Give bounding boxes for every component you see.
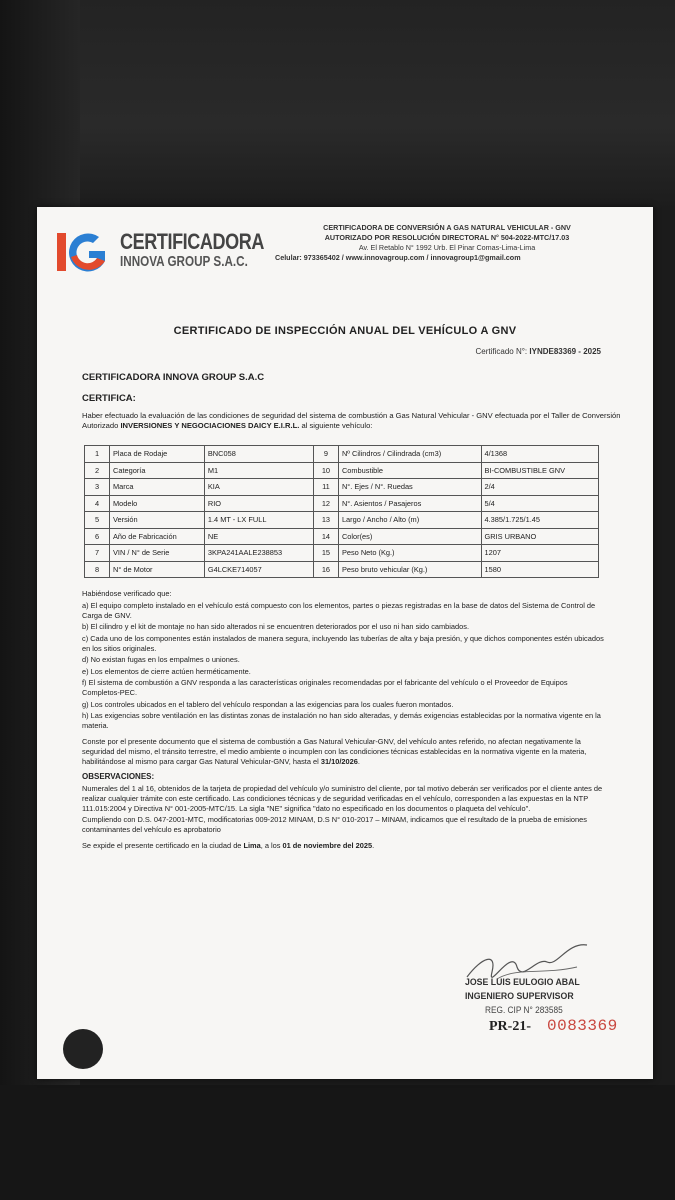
- row-number-left: 8: [85, 561, 110, 578]
- verification-item: g) Los controles ubicados en el tablero del vehículo respondan a las exigencias para los cuales fueron montados.: [82, 699, 454, 709]
- row-number-right: 13: [313, 512, 338, 529]
- logo-text-sub: INNOVA GROUP S.A.C.: [120, 253, 248, 270]
- field-value-left: 3KPA241AALE238853: [204, 545, 313, 562]
- field-label-right: Peso Neto (Kg.): [338, 545, 481, 562]
- table-row: [85, 528, 599, 545]
- field-label-left: Año de Fabricación: [110, 528, 205, 545]
- certificate-number-value: IYNDE83369 - 2025: [529, 347, 601, 356]
- row-number-left: 6: [85, 528, 110, 545]
- row-number-right: 11: [313, 479, 338, 496]
- header-line1: CERTIFICADORA DE CONVERSIÓN A GAS NATURAL VEHICULAR - GNV: [323, 223, 571, 232]
- verification-item: f) El sistema de combustión a GNV responda a las características originales recomendadas por el fabricante del vehículo o el Proveedor de Equipos Completos-PEC.: [82, 678, 568, 697]
- row-number-left: 5: [85, 512, 110, 529]
- punch-hole: [63, 1029, 103, 1069]
- verification-item: h) Las exigencias sobre ventilación en las distintas zonas de instalación no han sido alteradas, y demás exigencias establecidas por la normativa vigente en la materia.: [82, 711, 601, 730]
- header-address: Av. El Retablo N° 1992 Urb. El Pinar Comas-Lima-Lima: [358, 243, 536, 252]
- issued-text: Se expide el presente certificado en la ciudad de: [82, 841, 242, 850]
- field-label-left: N° de Motor: [110, 561, 205, 578]
- row-number-left: 2: [85, 462, 110, 479]
- field-value-right: 5/4: [481, 495, 598, 512]
- signatory-name: JOSE LUIS EULOGIO ABAL: [465, 977, 580, 988]
- issued-date: 01 de noviembre del 2025: [282, 841, 373, 850]
- logo-text-main: CERTIFICADORA: [120, 229, 264, 254]
- row-number-right: 15: [313, 545, 338, 562]
- table-row: [85, 446, 599, 463]
- verification-item: a) El equipo completo instalado en el vehículo está compuesto con los elementos, partes o piezas registradas en la base de datos del Sistema de Control de Carga de GNV.: [82, 600, 596, 620]
- row-number-left: 7: [85, 545, 110, 562]
- serial-prefix: PR-21-: [489, 1019, 531, 1034]
- field-value-left: KIA: [204, 479, 313, 496]
- vehicle-spec-table: [84, 445, 599, 578]
- verification-item: d) No existan fugas en los empalmes o uniones.: [82, 655, 240, 664]
- table-row: [85, 512, 599, 529]
- intro-paragraph: [82, 411, 622, 431]
- workshop-name: INVERSIONES Y NEGOCIACIONES DAICY E.I.R.L.: [120, 421, 300, 430]
- row-number-left: 4: [85, 495, 110, 512]
- header-contact: Celular: 973365402 / www.innovagroup.com / innovagroup1@gmail.com: [275, 253, 521, 262]
- field-label-right: Peso bruto vehicular (Kg.): [338, 561, 481, 578]
- field-value-left: RIO: [204, 495, 313, 512]
- row-number-left: 3: [85, 479, 110, 496]
- certificate-paper: [37, 207, 653, 1079]
- valid-until-date: 31/10/2026: [320, 757, 358, 766]
- field-value-right: 4.385/1.725/1.45: [481, 512, 598, 529]
- field-value-left: G4LCKE714057: [204, 561, 313, 578]
- field-label-left: Categoría: [110, 462, 205, 479]
- verification-item: e) Los elementos de cierre actúen herméticamente.: [82, 666, 251, 676]
- header-info: [267, 223, 627, 263]
- field-value-right: 1207: [481, 545, 598, 562]
- background-top: [0, 0, 675, 210]
- field-value-right: 2/4: [481, 479, 598, 496]
- verification-items: [82, 601, 607, 732]
- field-label-left: Modelo: [110, 495, 205, 512]
- background-bottom: [0, 1085, 675, 1200]
- table-row: [85, 561, 599, 578]
- conste-paragraph: Conste por el presente documento que el sistema de combustión a Gas Natural Vehicular-GNV, del vehículo antes referido, no afectan negativamente la seguridad del mismo, el tránsito terrestre, el medio ambiente o incumplen con las condiciones técnicas establecidas en la normativa vigente en la materia, habilitándose al mismo para cargar Gas Natural Vehicular-GNV, hasta el 31/10/2026.: [82, 737, 587, 766]
- field-label-right: N°. Asientos / Pasajeros: [338, 495, 481, 512]
- field-label-right: N°. Ejes / N°. Ruedas: [338, 479, 481, 496]
- issued-text-mid: , a los: [260, 841, 281, 850]
- certifica-heading: CERTIFICA:: [82, 393, 136, 404]
- observation-1: Numerales del 1 al 16, obtenidos de la tarjeta de propiedad del vehículo y/o suministro del cliente, por tal motivo deberán ser verificados por el cliente antes de realizar cualquier trámite con este certificado. Las condiciones técnicas y de seguridad verificadas en el vehículo, corresponden a las expuestas en la NTP 111.015:2004 y Directiva N° 001-2005-MTC/15. La sigla "NE" significa "dato no especificado en los documentos o plaqueta del vehículo".: [82, 783, 603, 813]
- field-value-left: BNC058: [204, 446, 313, 463]
- verification-item: b) El cilindro y el kit de montaje no han sido alterados ni se encuentren deteriorados por el uso ni han sido cambiados.: [82, 622, 470, 631]
- field-value-right: GRIS URBANO: [481, 528, 598, 545]
- issued-paragraph: Se expide el presente certificado en la ciudad de Lima, a los 01 de noviembre del 2025.: [82, 841, 375, 850]
- field-value-right: 1580: [481, 561, 598, 578]
- field-value-left: M1: [204, 462, 313, 479]
- intro-text-end: al siguiente vehículo:: [301, 421, 373, 430]
- company-logo: [55, 227, 264, 275]
- field-value-left: 1.4 MT - LX FULL: [204, 512, 313, 529]
- company-name: CERTIFICADORA INNOVA GROUP S.A.C: [82, 372, 265, 383]
- field-label-right: Nº Cilindros / Cilindrada (cm3): [338, 446, 481, 463]
- table-row: [85, 479, 599, 496]
- intro-text: Haber efectuado la evaluación de las condiciones de seguridad del sistema de combustión a Gas Natural Vehicular - GNV efectuada por el Taller de Conversión Autorizado: [82, 411, 621, 430]
- verification-item: c) Cada uno de los componentes están instalados de manera segura, incluyendo las tuberías de alta y baja presión, y que dichos componentes estén ubicados en los sitios originales.: [82, 633, 604, 653]
- row-number-right: 10: [313, 462, 338, 479]
- field-value-left: NE: [204, 528, 313, 545]
- signatory-registration: REG. CIP N° 283585: [485, 1005, 563, 1015]
- header-line2: AUTORIZADO POR RESOLUCIÓN DIRECTORAL N° 504-2022-MTC/17.03: [324, 233, 570, 242]
- verified-title: Habiéndose verificado que:: [82, 589, 172, 598]
- table-row: [85, 545, 599, 562]
- field-label-left: Marca: [110, 479, 205, 496]
- field-label-left: Placa de Rodaje: [110, 446, 205, 463]
- row-number-right: 12: [313, 495, 338, 512]
- conste-text: Conste por el presente documento que el sistema de combustión a Gas Natural Vehicular-GNV, del vehículo antes referido, no afectan negativamente la seguridad del mismo, el tránsito terrestre, el medio ambiente o incumplen con las condiciones técnicas establecidas en la normativa vigente en la materia, habilitándose al mismo para cargar Gas Natural Vehicular-GNV, hasta el: [82, 737, 587, 766]
- ig-logo-icon: [55, 227, 119, 275]
- serial-number: 0083369: [547, 1017, 618, 1035]
- row-number-right: 9: [313, 446, 338, 463]
- row-number-right: 16: [313, 561, 338, 578]
- table-row: [85, 495, 599, 512]
- document-title: CERTIFICADO DE INSPECCIÓN ANUAL DEL VEHÍCULO A GNV: [173, 325, 517, 337]
- observations-title: OBSERVACIONES:: [82, 772, 155, 781]
- certificate-number: [475, 347, 601, 356]
- issued-city: Lima: [243, 841, 261, 850]
- table-row: [85, 462, 599, 479]
- verification-body: [82, 589, 607, 853]
- field-label-right: Largo / Ancho / Alto (m): [338, 512, 481, 529]
- field-value-right: BI-COMBUSTIBLE GNV: [481, 462, 598, 479]
- field-value-right: 4/1368: [481, 446, 598, 463]
- certificate-number-label: Certificado N°:: [475, 347, 528, 356]
- observation-2: Cumpliendo con D.S. 047-2001-MTC, modificatorias 009-2012 MINAM, D.S N° 010-2017 – MINAM, indicamos que el resultado de la prueba de emisiones contaminantes del vehículo es aprobatorio: [82, 815, 587, 834]
- field-label-left: Versión: [110, 512, 205, 529]
- row-number-right: 14: [313, 528, 338, 545]
- signatory-role: INGENIERO SUPERVISOR: [465, 991, 574, 1002]
- row-number-left: 1: [85, 446, 110, 463]
- field-label-left: VIN / N° de Serie: [110, 545, 205, 562]
- field-label-right: Combustible: [338, 462, 481, 479]
- field-label-right: Color(es): [338, 528, 481, 545]
